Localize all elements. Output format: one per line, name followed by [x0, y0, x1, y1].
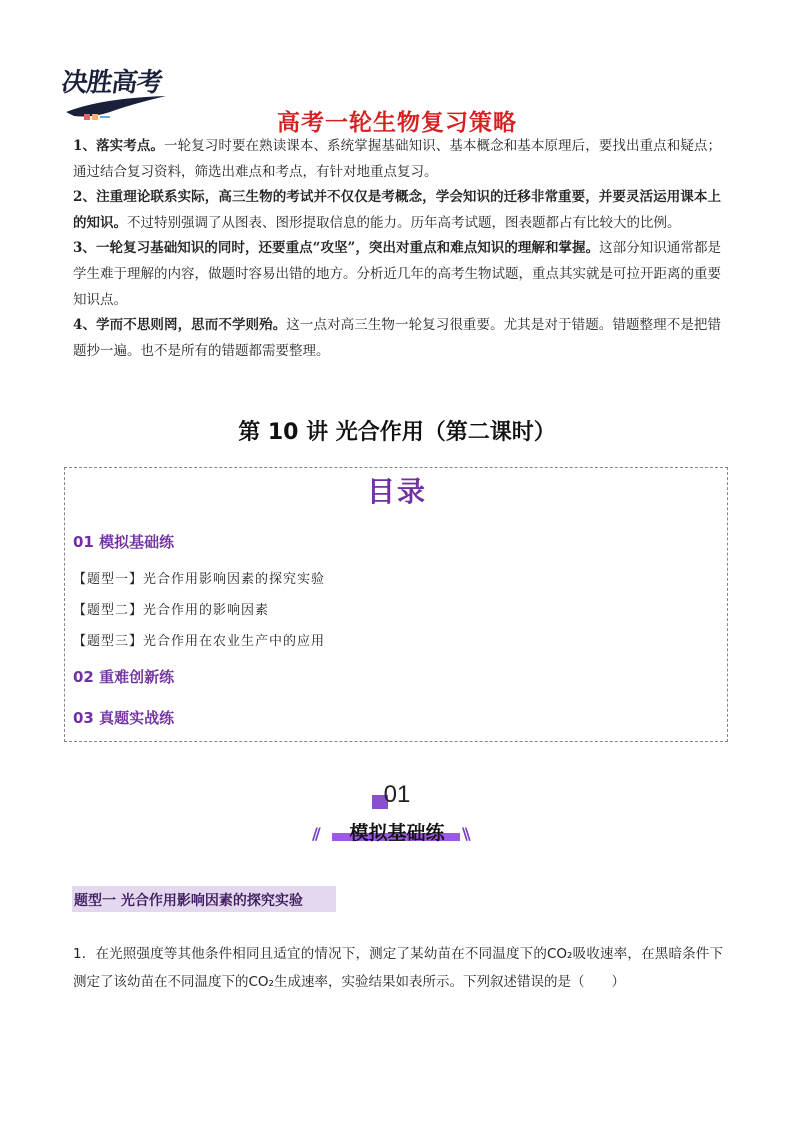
topic-heading: 题型一 光合作用影响因素的探究实验	[74, 893, 303, 909]
toc-item-type3[interactable]: 【题型三】光合作用在农业生产中的应用	[73, 634, 326, 649]
strategy-item	[73, 236, 721, 313]
strategy-bold: 3、一轮复习基础知识的同时，还要重点“攻坚”，突出对重点和难点知识的理解和掌握。	[73, 240, 600, 257]
strategy-text: 不过特别强调了从图表、图形提取信息的能力。历年高考试题，图表题都占有比较大的比例。	[127, 214, 681, 231]
toc-title: 目录	[366, 475, 427, 508]
lecture-title: 第 10 讲 光合作用（第二课时）	[238, 420, 556, 445]
toc-section-02[interactable]: 02 重难创新练	[73, 668, 175, 686]
toc-item-type2[interactable]: 【题型二】光合作用的影响因素	[73, 603, 270, 618]
toc-section-03[interactable]: 03 真题实战练	[73, 709, 175, 727]
section-slash-left: //	[312, 824, 318, 843]
strategy-text: 这一点对高三生物一轮复习很重要。尤其是对于错题。错题整理不是把错题抄一遍。也不是所有的错题都需要整理。	[73, 317, 721, 359]
strategy-text: 一轮复习时要在熟读课本、系统掌握基础知识、基本概念和基本原理后，要找出重点和疑点；通过结合复习资料，筛选出难点和考点，有针对地重点复习。	[73, 138, 721, 180]
question-text: 1．在光照强度等其他条件相同且适宜的情况下，测定了某幼苗在不同温度下的CO₂吸收速率，在黑暗条件下测定了该幼苗在不同温度下的CO₂生成速率，实验结果如表所示。下列叙述错误的是（ ）	[73, 946, 723, 990]
toc-section-01[interactable]: 01 模拟基础练	[73, 533, 175, 551]
section-number: 01	[383, 781, 411, 808]
page-title: 高考一轮生物复习策略	[277, 110, 517, 136]
section-slash-right: \\	[462, 824, 468, 843]
strategy-bold: 2、注重理论联系实际，高三生物的考试并不仅仅是考概念，学会知识的迁移非常重要，并要灵活运用课本上的知识。	[73, 189, 721, 231]
strategy-item	[73, 313, 721, 364]
section-title: 模拟基础练	[349, 822, 445, 844]
toc-item-type1[interactable]: 【题型一】光合作用影响因素的探究实验	[73, 572, 326, 587]
strategy-bold: 4、学而不思则罔，思而不学则殆。	[73, 317, 287, 334]
strategy-item	[73, 134, 721, 185]
strategy-list	[73, 134, 721, 364]
logo-text: 决胜高考	[59, 68, 164, 98]
strategy-item	[73, 185, 721, 236]
strategy-text: 这部分知识通常都是学生难于理解的内容，做题时容易出错的地方。分析近几年的高考生物试题，重点其实就是可拉开距离的重要知识点。	[73, 240, 721, 308]
strategy-bold: 1、落实考点。	[73, 138, 165, 154]
